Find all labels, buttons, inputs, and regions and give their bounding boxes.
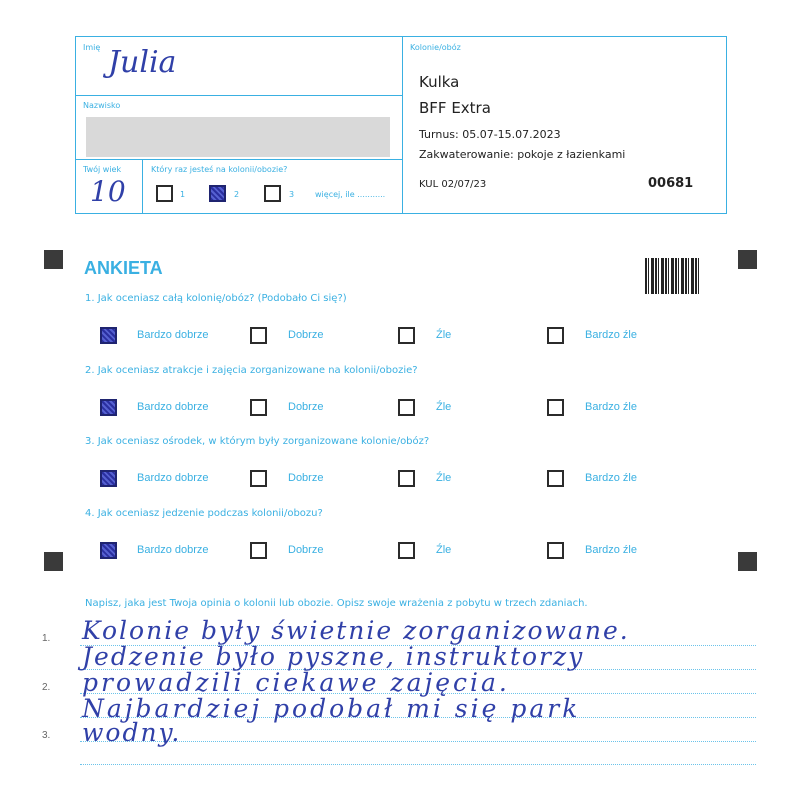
ktory-raz-option-3: 3 bbox=[289, 190, 295, 199]
q3-label-bardzo-zle: Bardzo źle bbox=[585, 472, 637, 484]
imie-label: Imię bbox=[83, 43, 101, 52]
q4-option-dobrze[interactable] bbox=[250, 542, 267, 559]
q4-option-bardzo-zle[interactable] bbox=[547, 542, 564, 559]
registration-marker bbox=[738, 250, 757, 269]
q4-label-bardzo-dobrze: Bardzo dobrze bbox=[137, 544, 209, 556]
opinion-line-3: prowadzili ciekawe zajęcia. bbox=[82, 668, 510, 697]
ktory-raz-label: Który raz jesteś na kolonii/obozie? bbox=[151, 165, 288, 174]
q4-option-zle[interactable] bbox=[398, 542, 415, 559]
q2-option-dobrze[interactable] bbox=[250, 399, 267, 416]
line-number-1: 1. bbox=[42, 633, 51, 644]
turnus: Turnus: 05.07-15.07.2023 bbox=[419, 128, 561, 141]
registration-marker bbox=[44, 552, 63, 571]
camp-code: KUL 02/07/23 bbox=[419, 179, 487, 190]
zakwaterowanie: Zakwaterowanie: pokoje z łazienkami bbox=[419, 148, 626, 161]
wiek-label: Twój wiek bbox=[83, 165, 122, 174]
ktory-raz-option-more: więcej, ile ........... bbox=[315, 190, 386, 199]
nazwisko-label: Nazwisko bbox=[83, 101, 121, 110]
kolonie-label: Kolonie/obóz bbox=[410, 43, 461, 52]
wiek-value[interactable]: 10 bbox=[90, 175, 126, 208]
ktory-raz-option-1: 1 bbox=[180, 190, 186, 199]
q2-label-bardzo-dobrze: Bardzo dobrze bbox=[137, 401, 209, 413]
form-number: 00681 bbox=[648, 176, 694, 191]
q1-label-dobrze: Dobrze bbox=[288, 329, 324, 341]
opinion-line-1: Kolonie były świetnie zorganizowane. bbox=[82, 616, 630, 645]
q3-label-zle: Źle bbox=[436, 472, 452, 484]
opinion-line-2: Jedzenie było pyszne, instruktorzy bbox=[82, 642, 585, 671]
q1-option-bardzo-zle[interactable] bbox=[547, 327, 564, 344]
q4-option-bardzo-dobrze[interactable] bbox=[100, 542, 117, 559]
line-number-3: 3. bbox=[42, 730, 51, 741]
q2-label-bardzo-zle: Bardzo źle bbox=[585, 401, 637, 413]
q1-label-zle: Źle bbox=[436, 329, 452, 341]
survey-title: ANKIETA bbox=[84, 258, 163, 278]
camp-type: BFF Extra bbox=[419, 99, 491, 117]
q3-label-dobrze: Dobrze bbox=[288, 472, 324, 484]
header-form bbox=[75, 36, 727, 214]
question-2-text: 2. Jak oceniasz atrakcje i zajęcia zorganizowane na kolonii/obozie? bbox=[85, 365, 418, 376]
q2-option-bardzo-dobrze[interactable] bbox=[100, 399, 117, 416]
line-number-2: 2. bbox=[42, 682, 51, 693]
nazwisko-redacted bbox=[86, 117, 390, 157]
question-3-text: 3. Jak oceniasz ośrodek, w którym były zorganizowane kolonie/obóz? bbox=[85, 436, 430, 447]
q3-option-dobrze[interactable] bbox=[250, 470, 267, 487]
ktory-raz-checkbox-2[interactable] bbox=[209, 185, 226, 202]
ktory-raz-checkbox-1[interactable] bbox=[156, 185, 173, 202]
q4-label-dobrze: Dobrze bbox=[288, 544, 324, 556]
q2-option-zle[interactable] bbox=[398, 399, 415, 416]
q2-label-dobrze: Dobrze bbox=[288, 401, 324, 413]
q3-option-bardzo-dobrze[interactable] bbox=[100, 470, 117, 487]
q4-label-zle: Źle bbox=[436, 544, 452, 556]
ktory-raz-checkbox-3[interactable] bbox=[264, 185, 281, 202]
opinion-line-5: wodny. bbox=[82, 718, 182, 747]
camp-name: Kulka bbox=[419, 73, 460, 91]
writing-line bbox=[80, 764, 756, 765]
q4-label-bardzo-zle: Bardzo źle bbox=[585, 544, 637, 556]
q2-label-zle: Źle bbox=[436, 401, 452, 413]
writing-line bbox=[80, 741, 756, 742]
registration-marker bbox=[738, 552, 757, 571]
barcode bbox=[645, 258, 700, 294]
q2-option-bardzo-zle[interactable] bbox=[547, 399, 564, 416]
registration-marker bbox=[44, 250, 63, 269]
ktory-raz-option-2: 2 bbox=[234, 190, 240, 199]
q1-option-zle[interactable] bbox=[398, 327, 415, 344]
q3-option-bardzo-zle[interactable] bbox=[547, 470, 564, 487]
q3-label-bardzo-dobrze: Bardzo dobrze bbox=[137, 472, 209, 484]
imie-value[interactable]: Julia bbox=[108, 45, 177, 80]
q1-option-dobrze[interactable] bbox=[250, 327, 267, 344]
opinion-prompt: Napisz, jaka jest Twoja opinia o kolonii lub obozie. Opisz swoje wrażenia z pobytu w trzech zdaniach. bbox=[85, 598, 588, 609]
q1-label-bardzo-dobrze: Bardzo dobrze bbox=[137, 329, 209, 341]
question-4-text: 4. Jak oceniasz jedzenie podczas kolonii/obozu? bbox=[85, 508, 323, 519]
question-1-text: 1. Jak oceniasz całą kolonię/obóz? (Podobało Ci się?) bbox=[85, 293, 347, 304]
q1-label-bardzo-zle: Bardzo źle bbox=[585, 329, 637, 341]
opinion-line-4: Najbardziej podobał mi się park bbox=[82, 694, 581, 723]
q1-option-bardzo-dobrze[interactable] bbox=[100, 327, 117, 344]
q3-option-zle[interactable] bbox=[398, 470, 415, 487]
